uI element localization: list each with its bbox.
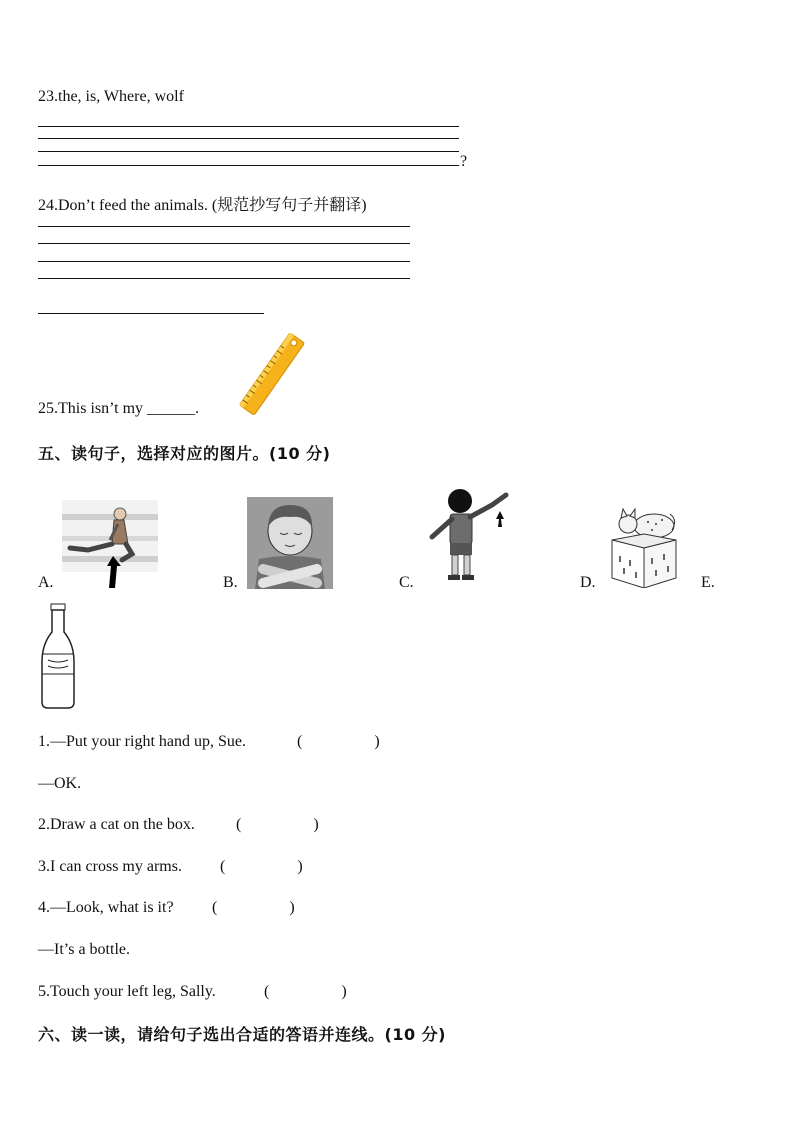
boy-crossing-arms-picture: [247, 497, 333, 589]
ruler-icon: [232, 332, 312, 416]
q25-text: 25.This isn’t my ______.: [38, 400, 200, 417]
option-b-label: B.: [223, 574, 238, 591]
q23-answer-line-1[interactable]: [38, 126, 459, 127]
option-a-label: A.: [38, 574, 54, 591]
question-5: 5.Touch your left leg, Sally.: [38, 983, 216, 1000]
question-3-answer-bracket[interactable]: ( ): [220, 858, 303, 875]
q23-answer-line-3[interactable]: [38, 151, 459, 152]
sitting-touching-leg-picture: [62, 500, 158, 588]
question-4: 4.—Look, what is it?: [38, 899, 174, 916]
question-4-answer-bracket[interactable]: ( ): [212, 899, 295, 916]
q24-answer-line-3[interactable]: [38, 261, 410, 262]
question-2: 2.Draw a cat on the box.: [38, 816, 195, 833]
question-2-answer-bracket[interactable]: ( ): [236, 816, 319, 833]
q24-answer-line-2[interactable]: [38, 243, 410, 244]
question-1-answer-bracket[interactable]: ( ): [297, 733, 380, 750]
q23-question-mark: ?: [460, 153, 468, 170]
q24-answer-line-4[interactable]: [38, 278, 410, 279]
question-1: 1.—Put your right hand up, Sue.: [38, 733, 246, 750]
boy-hand-up-picture: [426, 487, 516, 585]
section-5-title: 五、读句子，选择对应的图片。(10 分): [38, 444, 331, 463]
bottle-picture: [38, 602, 78, 710]
q23-answer-line-2[interactable]: [38, 138, 459, 139]
option-e-label: E.: [701, 574, 715, 591]
question-4-reply: —It’s a bottle.: [38, 941, 130, 958]
question-1-reply: —OK.: [38, 775, 82, 792]
q23-text: 23.the, is, Where, wolf: [38, 88, 184, 105]
question-3: 3.I can cross my arms.: [38, 858, 182, 875]
q23-answer-line-4[interactable]: [38, 165, 459, 166]
question-5-answer-bracket[interactable]: ( ): [264, 983, 347, 1000]
cat-on-box-picture: [608, 504, 680, 588]
q24-text: 24.Don’t feed the animals. (规范抄写句子并翻译): [38, 197, 367, 214]
q24-answer-line-1[interactable]: [38, 226, 410, 227]
option-d-label: D.: [580, 574, 596, 591]
option-c-label: C.: [399, 574, 414, 591]
section-6-title: 六、读一读，请给句子选出合适的答语并连线。(10 分): [38, 1025, 446, 1044]
q24-translation-line[interactable]: [38, 313, 264, 314]
